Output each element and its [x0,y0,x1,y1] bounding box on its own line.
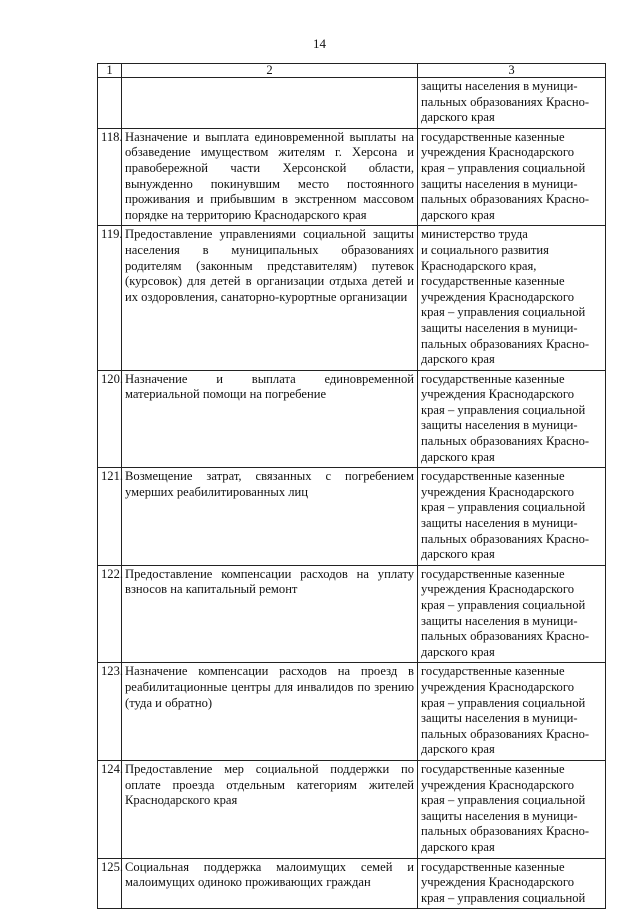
table-row [98,760,606,858]
service-description: Социальная поддержка малоимущих семей и малоимущих одиноко проживающих граждан [122,858,418,909]
table-row [98,858,606,909]
table-row [98,226,606,370]
table-header-row [98,64,606,78]
row-number: 120. [98,370,122,468]
responsible-organization: государственные казенные учреждения Краснодарского края – управления социальной защиты населения в муници- пальных образованиях Красно- дарского края [418,128,606,226]
responsible-organization: государственные казенные учреждения Краснодарского края – управления социальной защиты населения в муници- пальных образованиях Красно- дарского края [418,663,606,761]
responsible-organization: защиты населения в муници- пальных образованиях Красно- дарского края [418,78,606,129]
row-number: 122. [98,565,122,663]
table-row [98,663,606,761]
table-row [98,468,606,566]
responsible-organization: государственные казенные учреждения Краснодарского края – управления социальной защиты населения в муници- пальных образованиях Красно- дарского края [418,370,606,468]
service-description: Предоставление мер социальной поддержки по оплате проезда отдельным категориям жителей Краснодарского края [122,760,418,858]
page-number: 14 [313,36,326,51]
service-description [122,78,418,129]
responsible-organization: государственные казенные учреждения Краснодарского края – управления социальной защиты населения в муници- пальных образованиях Красно- дарского края [418,468,606,566]
service-description: Возмещение затрат, связанных с погребением умерших реабилитированных лиц [122,468,418,566]
header-col-3: 3 [418,64,606,78]
service-description: Назначение и выплата единовременной выплаты на обзаведение имуществом жителям г. Херсона и правобережной части Херсонской области, вынужденно покинувшим место постоянного проживания и прибывшим в экстренном массовом порядке на территорию Краснодарского края [122,128,418,226]
table-row [98,78,606,129]
service-description: Предоставление компенсации расходов на уплату взносов на капитальный ремонт [122,565,418,663]
row-number: 125. [98,858,122,909]
header-col-1: 1 [98,64,122,78]
table-row [98,128,606,226]
row-number [98,78,122,129]
row-number: 124. [98,760,122,858]
table-row [98,565,606,663]
responsible-organization: государственные казенные учреждения Краснодарского края – управления социальной защиты населения в муници- пальных образованиях Красно- дарского края [418,565,606,663]
row-number: 119. [98,226,122,370]
service-description: Назначение и выплата единовременной материальной помощи на погребение [122,370,418,468]
service-description: Назначение компенсации расходов на проезд в реабилитационные центры для инвалидов по зрению (туда и обратно) [122,663,418,761]
responsible-organization: государственные казенные учреждения Краснодарского края – управления социальной [418,858,606,909]
table-row [98,370,606,468]
responsible-organization: государственные казенные учреждения Краснодарского края – управления социальной защиты населения в муници- пальных образованиях Красно- дарского края [418,760,606,858]
header-col-2: 2 [122,64,418,78]
row-number: 121. [98,468,122,566]
row-number: 118. [98,128,122,226]
services-table [97,63,606,909]
row-number: 123. [98,663,122,761]
service-description: Предоставление управлениями социальной защиты населения в муниципальных образованиях родителям (законным представителям) путевок (курсовок) для детей в организации отдыха детей и их оздоровления, санаторно-курортные организации [122,226,418,370]
responsible-organization: министерство труда и социального развития Краснодарского края, государственные казенные учреждения Краснодарского края – управления социальной защиты населения в муници- пальных образованиях Красно- дарского края [418,226,606,370]
